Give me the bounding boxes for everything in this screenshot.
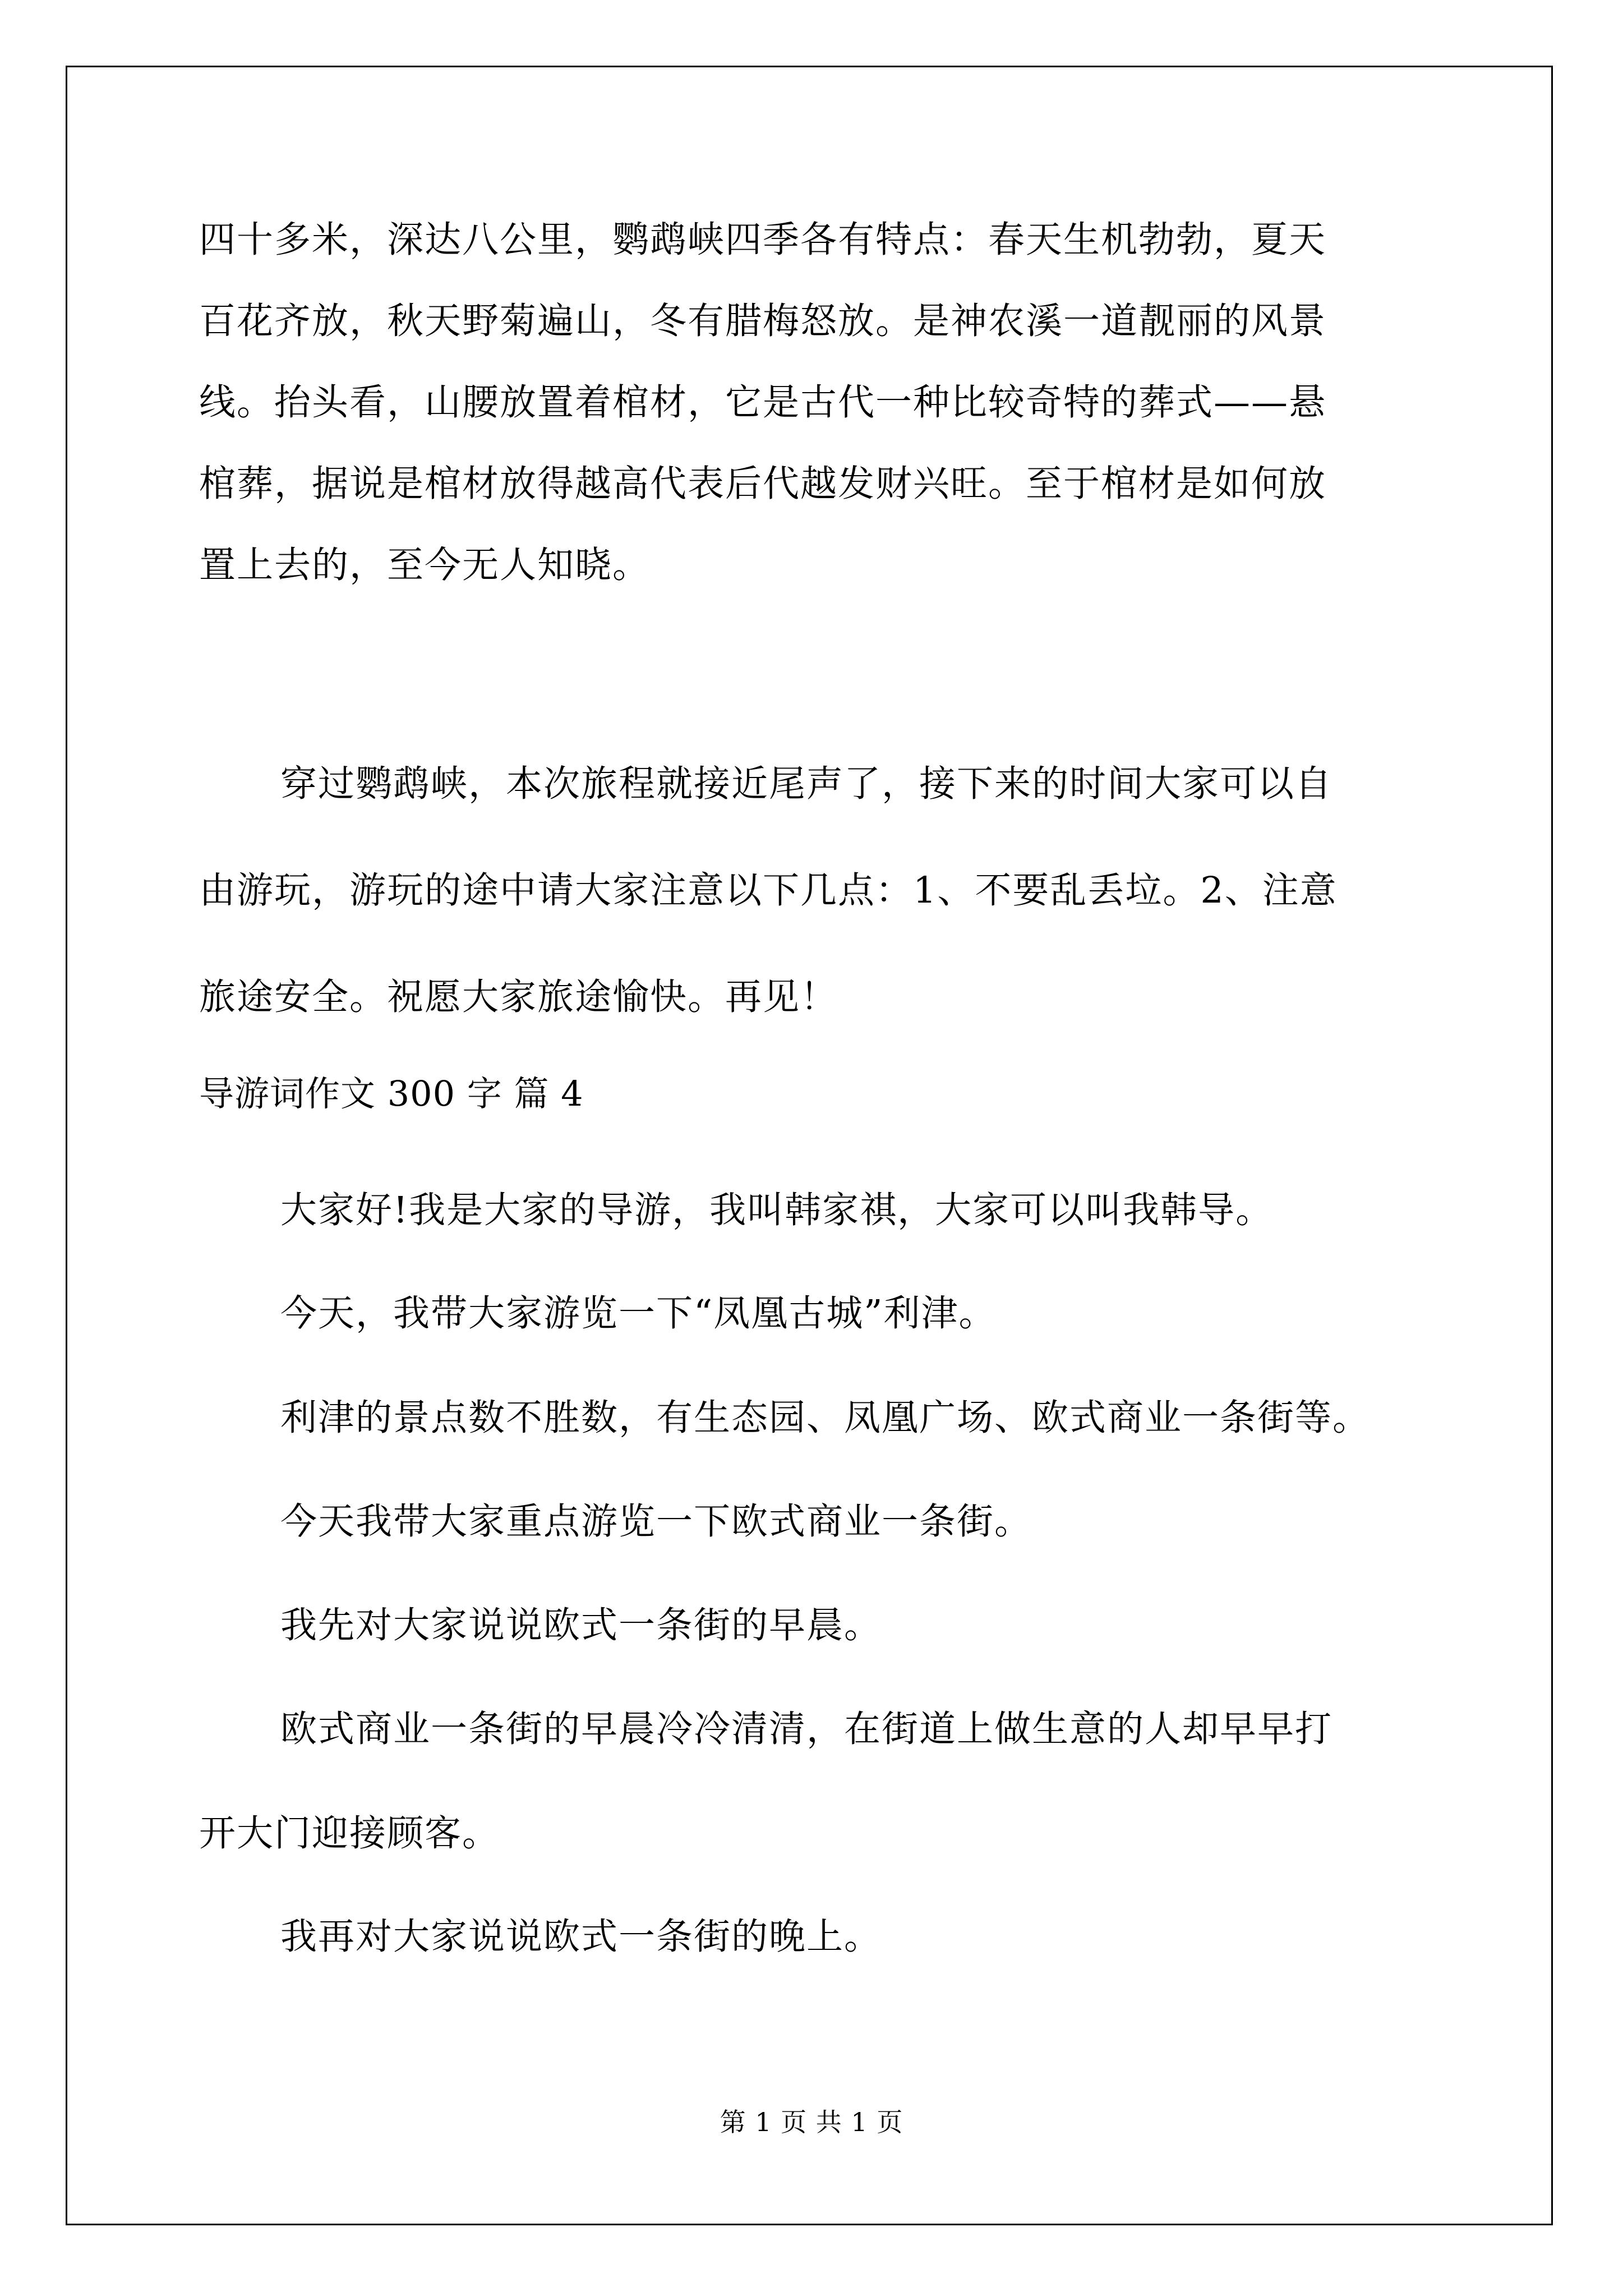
body-line-12: 今天我带大家重点游览一下欧式商业一条街。 xyxy=(280,1501,1032,1543)
section-heading: 导游词作文 300 字 篇 4 xyxy=(199,1073,584,1114)
body-line-8: 旅途安全。祝愿大家旅途愉快。再见！ xyxy=(199,976,838,1018)
body-line-15: 开大门迎接顾客。 xyxy=(199,1812,500,1855)
body-line-13: 我先对大家说说欧式一条街的早晨。 xyxy=(280,1604,882,1646)
body-line-11: 利津的景点数不胜数，有生态园、凤凰广场、欧式商业一条街等。 xyxy=(280,1397,1371,1439)
body-line-9: 大家好!我是大家的导游，我叫韩家祺，大家可以叫我韩导。 xyxy=(280,1189,1274,1231)
body-line-3: 线。抬头看，山腰放置着棺材，它是古代一种比较奇特的葬式——悬 xyxy=(199,381,1327,424)
body-line-1: 四十多米，深达八公里，鹦鹉峡四季各有特点：春天生机勃勃，夏天 xyxy=(199,219,1327,261)
body-line-6: 穿过鹦鹉峡，本次旅程就接近尾声了，接下来的时间大家可以自 xyxy=(280,763,1333,805)
body-line-14: 欧式商业一条街的早晨冷冷清清，在街道上做生意的人却早早打 xyxy=(280,1708,1333,1750)
body-line-7: 由游玩，游玩的途中请大家注意以下几点：1、不要乱丢垃。2、注意 xyxy=(199,869,1338,912)
body-line-10: 今天，我带大家游览一下“凤凰古城”利津。 xyxy=(280,1292,997,1335)
body-line-16: 我再对大家说说欧式一条街的晚上。 xyxy=(280,1916,882,1958)
body-line-5: 置上去的，至今无人知晓。 xyxy=(199,544,651,586)
page-footer: 第 1 页 共 1 页 xyxy=(720,2107,903,2137)
body-line-4: 棺葬，据说是棺材放得越高代表后代越发财兴旺。至于棺材是如何放 xyxy=(199,463,1327,505)
body-line-2: 百花齐放，秋天野菊遍山，冬有腊梅怒放。是神农溪一道靓丽的风景 xyxy=(199,300,1327,342)
